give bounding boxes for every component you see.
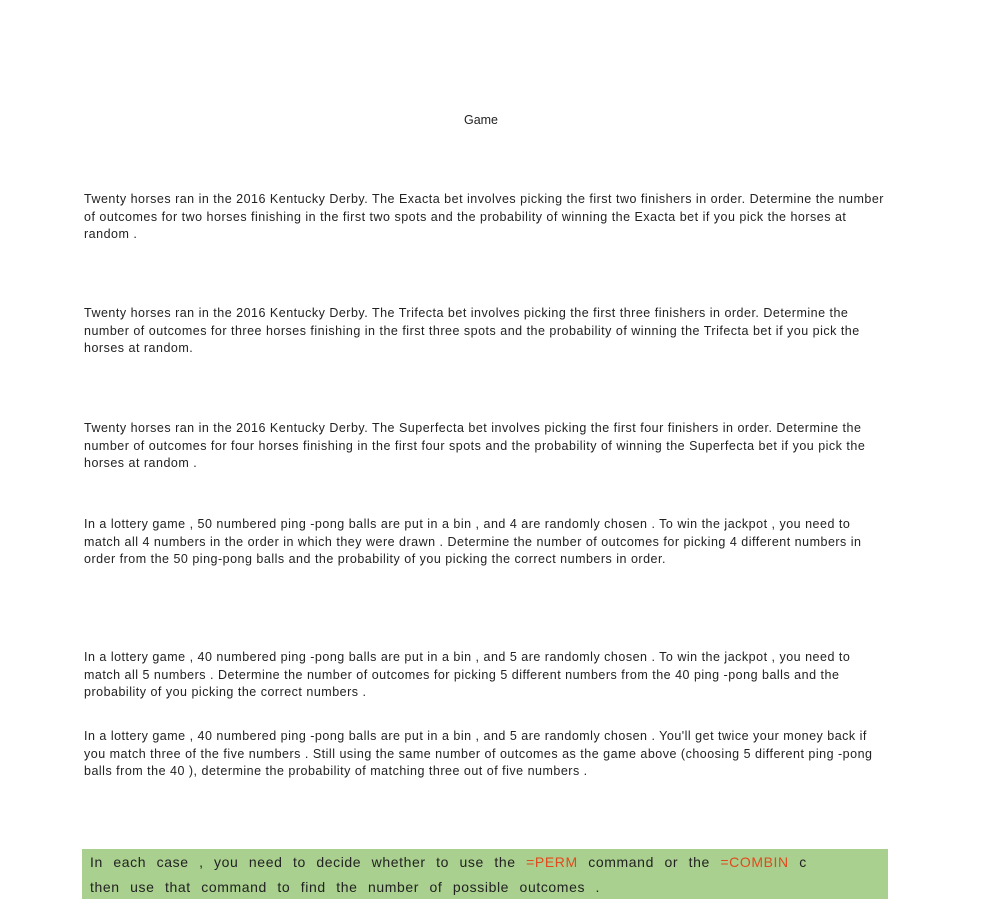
instruction-box (82, 849, 888, 899)
problem-superfecta: Twenty horses ran in the 2016 Kentucky Derby. The Superfecta bet involves picking the first four finishers in order. Determine the number of outcomes for four horses finishing in the first four spots and the probability of winning the Superfecta bet if you pick the horses at random . (84, 421, 866, 470)
instruction-text-start: In each case , you need to decide whether to use the (90, 854, 516, 870)
problem-trifecta: Twenty horses ran in the 2016 Kentucky Derby. The Trifecta bet involves picking the first three finishers in order. Determine the number of outcomes for three horses finishing in the first three spots and the probability of winning the Trifecta bet if you pick the horses at random. (84, 306, 860, 355)
instruction-text-middle: command or the (588, 854, 710, 870)
problem-lottery-50-balls: In a lottery game , 50 numbered ping -pong balls are put in a bin , and 4 are randomly chosen . To win the jackpot , you need to match all 4 numbers in the order in which they were drawn . Determine the number of outcomes for picking 4 different numbers in order from the 50 ping-pong balls and the probability of you picking the correct numbers in order. (84, 517, 862, 566)
instruction-text-clipped: c (799, 854, 807, 870)
problem-lottery-40-balls: In a lottery game , 40 numbered ping -pong balls are put in a bin , and 5 are randomly chosen . To win the jackpot , you need to match all 5 numbers . Determine the number of outcomes for picking 5 different numbers from the 40 ping -pong balls and the probability of you picking the correct numbers . (84, 650, 851, 699)
page-title: Game (463, 113, 499, 127)
combin-command: =COMBIN (720, 854, 789, 870)
instruction-line-1 (90, 850, 888, 875)
problem-exacta: Twenty horses ran in the 2016 Kentucky Derby. The Exacta bet involves picking the first two finishers in order. Determine the number of outcomes for two horses finishing in the first two spots and the probability of winning the Exacta bet if you pick the horses at random . (84, 192, 884, 241)
problem-lottery-match-three: In a lottery game , 40 numbered ping -pong balls are put in a bin , and 5 are randomly chosen . You'll get twice your money back if you match three of the five numbers . Still using the same number of outcomes as the game above (choosing 5 different ping -pong balls from the 40 ), determine the probability of matching three out of five numbers . (84, 729, 873, 778)
instruction-line-2: then use that command to find the number of possible outcomes . (90, 879, 601, 895)
perm-command: =PERM (526, 854, 578, 870)
